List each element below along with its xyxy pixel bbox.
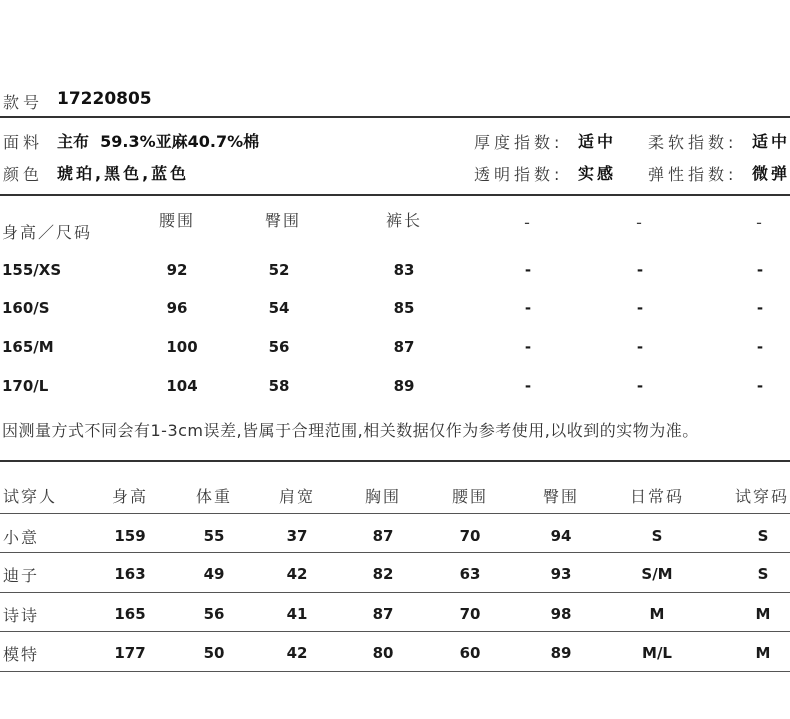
model-header-try-size: 试穿码 [734,487,790,506]
size-header-length: 裤长 [385,211,423,230]
size-header-waist: 腰围 [158,211,196,230]
model-cell: S [651,527,663,545]
model-cell: 37 [286,527,308,545]
size-cell: 83 [393,261,415,279]
model-header-height: 身高 [111,487,149,506]
model-table-bottom-rule [0,671,790,672]
model-cell: 82 [372,565,394,583]
size-cell: 89 [393,377,415,395]
model-header-daily-size: 日常码 [629,487,685,506]
size-cell: 165/M [2,338,54,356]
fabric-value: 主布 59.3%亚麻40.7%棉 [57,132,260,151]
model-cell: 94 [550,527,572,545]
size-cell: 87 [393,338,415,356]
model-header-hip: 臀围 [542,487,580,506]
size-cell: - [524,338,532,356]
measurement-note: 因测量方式不同会有1-3cm误差,皆属于合理范围,相关数据仅作为参考使用,以收到的实物为准。 [2,421,699,440]
model-cell: 98 [550,605,572,623]
size-header-empty-3: - [756,213,764,232]
model-cell: 70 [459,527,481,545]
model-cell: 迪子 [3,566,40,585]
size-cell: 100 [166,338,198,356]
size-cell: 155/XS [2,261,62,279]
size-cell: - [636,338,644,356]
size-cell: 58 [268,377,290,395]
transparency-index-label: 透明指数: [474,165,564,184]
size-cell: 96 [166,299,188,317]
model-cell: M [649,605,665,623]
size-cell: - [756,299,764,317]
model-cell: 42 [286,565,308,583]
model-cell: S [757,565,769,583]
size-cell: 92 [166,261,188,279]
size-cell: - [756,338,764,356]
model-cell: 63 [459,565,481,583]
model-cell: M [755,644,771,662]
model-cell: 87 [372,527,394,545]
thickness-index-label: 厚度指数: [474,133,564,152]
size-cell: - [636,299,644,317]
model-cell: 诗诗 [3,606,40,625]
size-cell: - [524,261,532,279]
softness-index-value: 适中 [752,132,790,151]
model-cell: 42 [286,644,308,662]
model-cell: 93 [550,565,572,583]
size-cell: 160/S [2,299,50,317]
size-cell: - [636,261,644,279]
size-cell: 56 [268,338,290,356]
model-row-divider [0,552,790,553]
size-header-height-size: 身高／尺码 [2,223,93,242]
size-cell: 52 [268,261,290,279]
size-cell: - [756,377,764,395]
color-value: 琥珀,黑色,蓝色 [57,164,190,183]
size-cell: 54 [268,299,290,317]
model-cell: 177 [114,644,146,662]
model-cell: 55 [203,527,225,545]
softness-index-label: 柔软指数: [648,133,738,152]
size-header-empty-2: - [636,213,644,232]
model-cell: 89 [550,644,572,662]
model-cell: 模特 [3,645,40,664]
model-cell: 60 [459,644,481,662]
model-cell: 49 [203,565,225,583]
fabric-label: 面料 [3,133,44,152]
size-header-hip: 臀围 [264,211,302,230]
model-cell: 小意 [3,528,40,547]
model-cell: M [755,605,771,623]
model-cell: 80 [372,644,394,662]
transparency-index-value: 实感 [578,164,617,183]
color-label: 颜色 [3,165,44,184]
model-header-waist: 腰围 [451,487,489,506]
size-cell: 170/L [2,377,49,395]
divider-model-table [0,460,790,462]
size-cell: 85 [393,299,415,317]
divider-size-table [0,194,790,196]
divider-top [0,116,790,118]
model-cell: 50 [203,644,225,662]
model-row-divider [0,513,790,514]
size-cell: - [524,299,532,317]
thickness-index-value: 适中 [578,132,617,151]
size-cell: - [636,377,644,395]
size-cell: - [756,261,764,279]
model-cell: 159 [114,527,146,545]
size-cell: 104 [166,377,198,395]
model-cell: S/M [641,565,673,583]
model-header-person: 试穿人 [3,487,58,506]
model-cell: M/L [642,644,672,662]
model-header-shoulder: 肩宽 [278,487,316,506]
elasticity-index-value: 微弹 [752,164,790,183]
model-row-divider [0,631,790,632]
style-no-label: 款号 [3,93,44,112]
model-header-chest: 胸围 [364,487,402,506]
size-header-empty-1: - [524,213,532,232]
model-header-weight: 体重 [195,487,233,506]
size-cell: - [524,377,532,395]
model-cell: S [757,527,769,545]
style-no-value: 17220805 [57,89,152,109]
model-cell: 165 [114,605,146,623]
model-cell: 87 [372,605,394,623]
model-cell: 41 [286,605,308,623]
model-cell: 70 [459,605,481,623]
elasticity-index-label: 弹性指数: [648,165,738,184]
model-cell: 163 [114,565,146,583]
model-cell: 56 [203,605,225,623]
model-row-divider [0,592,790,593]
